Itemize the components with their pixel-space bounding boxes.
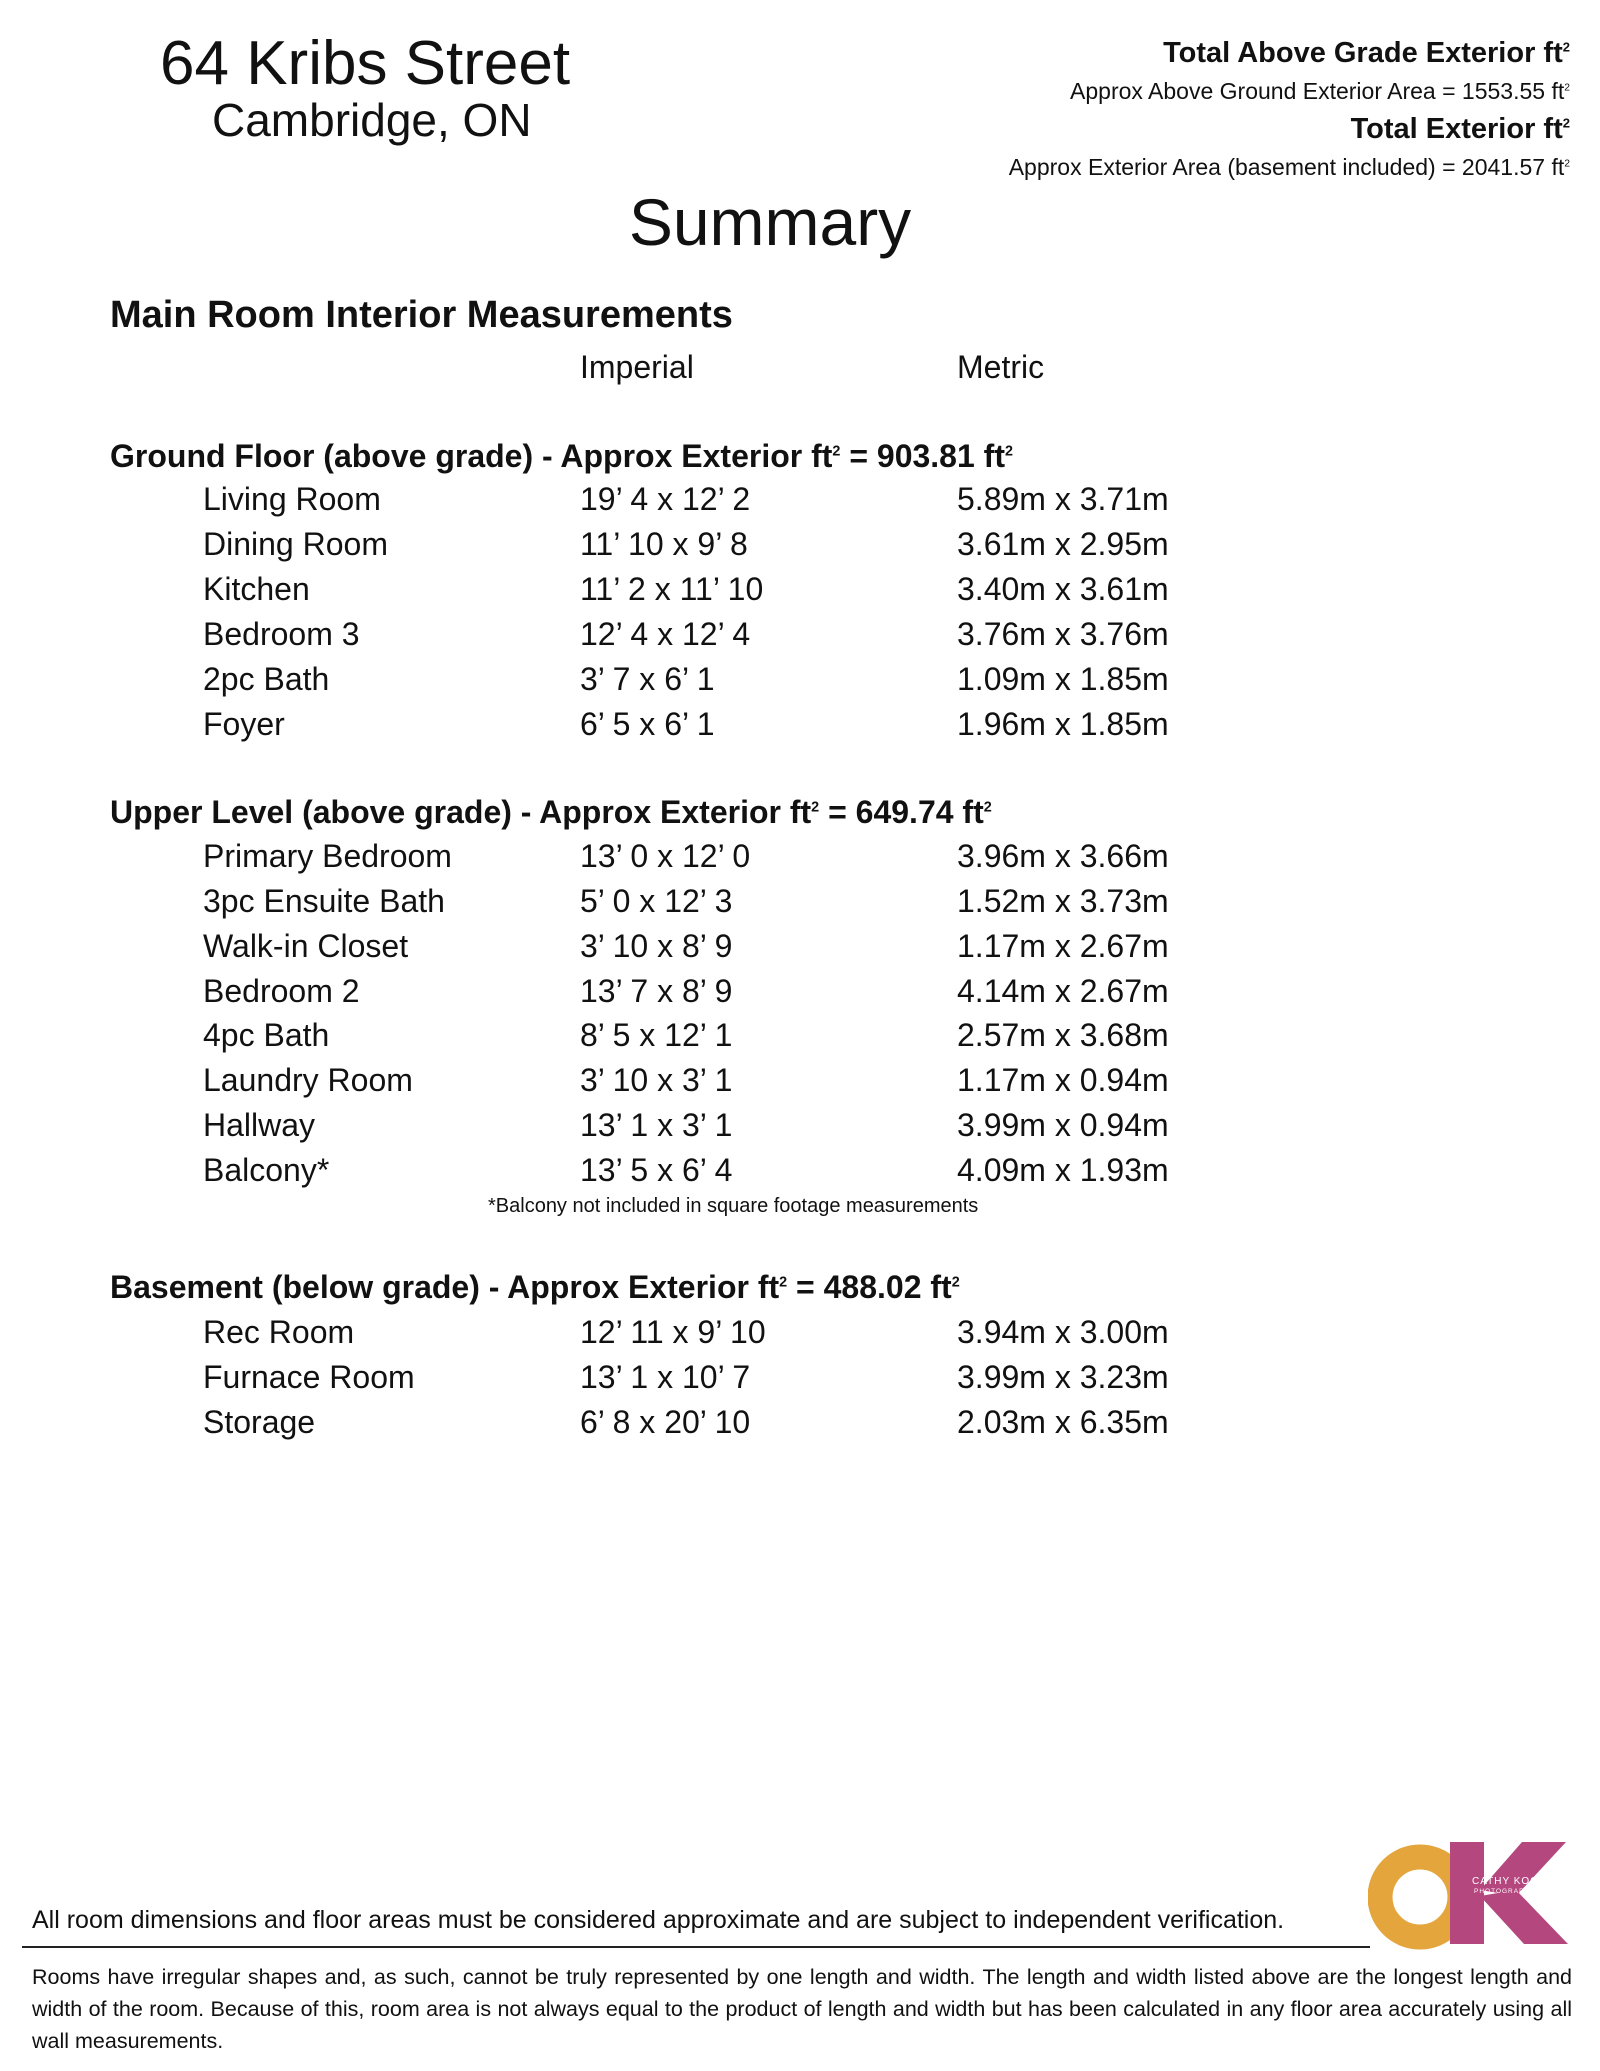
logo-brand-name: CATHY KOOP <box>1472 1876 1547 1887</box>
room-name: 3pc Ensuite Bath <box>203 883 445 919</box>
room-name: 2pc Bath <box>203 661 330 697</box>
room-name: Primary Bedroom <box>203 838 452 874</box>
room-imperial: 12’ 11 x 9’ 10 <box>580 1314 766 1350</box>
room-metric: 1.17m x 0.94m <box>957 1062 1169 1098</box>
room-imperial: 13’ 0 x 12’ 0 <box>580 838 751 874</box>
room-row <box>0 969 1600 1014</box>
room-imperial: 12’ 4 x 12’ 4 <box>580 616 751 652</box>
room-imperial: 5’ 0 x 12’ 3 <box>580 883 733 919</box>
logo-o-letter <box>1380 1857 1460 1937</box>
room-row <box>0 1355 1600 1400</box>
room-metric: 3.61m x 2.95m <box>957 526 1169 562</box>
room-metric: 2.03m x 6.35m <box>957 1404 1169 1440</box>
room-row <box>0 567 1600 612</box>
column-header-metric: Metric <box>957 349 1045 385</box>
room-imperial: 3’ 7 x 6’ 1 <box>580 661 715 697</box>
totals-block <box>870 34 1570 186</box>
room-imperial: 8’ 5 x 12’ 1 <box>580 1017 733 1053</box>
room-metric: 5.89m x 3.71m <box>957 481 1169 517</box>
room-row <box>0 1103 1600 1148</box>
above-grade-area: Approx Above Ground Exterior Area = 1553.55 $ft^2$ <box>1070 78 1570 104</box>
room-row <box>0 657 1600 702</box>
room-name: Balcony* <box>203 1152 330 1188</box>
room-metric: 1.09m x 1.85m <box>957 661 1169 697</box>
room-row <box>0 612 1600 657</box>
room-imperial: 13’ 1 x 3’ 1 <box>580 1107 733 1143</box>
fine-print: Rooms have irregular shapes and, as such, cannot be truly represented by one length and width. The length and width listed above are the longest length and width of the room. Because of this, room area is not always equal to the product of length and width but has been calculated in any floor area accurately using all wall measurements. <box>32 1965 1572 2053</box>
address-street: 64 Kribs Street <box>160 29 571 98</box>
room-name: Hallway <box>203 1107 316 1143</box>
brand-logo <box>1368 1838 1568 1950</box>
floor-heading-basement: Basement (below grade) - Approx Exterior $ft^2 = 488.02$ $ft^2$ <box>110 1269 960 1305</box>
disclaimer: All room dimensions and floor areas must be considered approximate and are subject to independent verification. <box>32 1906 1285 1934</box>
room-name: Laundry Room <box>203 1062 413 1098</box>
room-name: Bedroom 2 <box>203 973 360 1009</box>
room-metric: 3.96m x 3.66m <box>957 838 1169 874</box>
room-metric: 1.96m x 1.85m <box>957 706 1169 742</box>
room-name: Rec Room <box>203 1314 355 1350</box>
room-metric: 3.99m x 3.23m <box>957 1359 1169 1395</box>
floor-heading-ground: Ground Floor (above grade) - Approx Exterior $ft^2 = 903.81$ $ft^2$ <box>110 438 1013 474</box>
room-imperial: 13’ 1 x 10’ 7 <box>580 1359 751 1395</box>
floor-heading-upper: Upper Level (above grade) - Approx Exterior $ft^2 = 649.74$ $ft^2$ <box>110 794 992 830</box>
room-row <box>0 1013 1600 1058</box>
room-row <box>0 834 1600 879</box>
room-metric: 3.76m x 3.76m <box>957 616 1169 652</box>
room-name: Dining Room <box>203 526 388 562</box>
divider <box>22 1946 1370 1948</box>
room-imperial: 3’ 10 x 3’ 1 <box>580 1062 733 1098</box>
room-row <box>0 702 1600 747</box>
balcony-note: *Balcony not included in square footage measurements <box>488 1195 979 1217</box>
room-imperial: 11’ 2 x 11’ 10 <box>580 571 764 607</box>
room-metric: 3.94m x 3.00m <box>957 1314 1169 1350</box>
above-grade-title: Total Above Grade Exterior $ft^2$ <box>1163 37 1570 69</box>
total-exterior-area: Approx Exterior Area (basement included) = 2041.57 $ft^2$ <box>1008 154 1570 180</box>
room-metric: 4.09m x 1.93m <box>957 1152 1169 1188</box>
room-imperial: 3’ 10 x 8’ 9 <box>580 928 733 964</box>
room-imperial: 13’ 5 x 6’ 4 <box>580 1152 733 1188</box>
total-exterior-title: Total Exterior $ft^2$ <box>1350 113 1570 145</box>
logo-brand-subtitle: PHOTOGRAPHY <box>1474 1888 1536 1895</box>
room-imperial: 19’ 4 x 12’ 2 <box>580 481 751 517</box>
room-name: Foyer <box>203 706 285 742</box>
room-name: Walk-in Closet <box>203 928 409 964</box>
room-row <box>0 1058 1600 1103</box>
address-city: Cambridge, ON <box>212 94 532 146</box>
room-imperial: 13’ 7 x 8’ 9 <box>580 973 733 1009</box>
room-row <box>0 879 1600 924</box>
room-row <box>0 477 1600 522</box>
room-metric: 2.57m x 3.68m <box>957 1017 1169 1053</box>
room-name: Living Room <box>203 481 381 517</box>
room-name: Kitchen <box>203 571 310 607</box>
room-metric: 1.52m x 3.73m <box>957 883 1169 919</box>
room-metric: 3.99m x 0.94m <box>957 1107 1169 1143</box>
room-row <box>0 1310 1600 1355</box>
column-header-imperial: Imperial <box>580 349 694 385</box>
room-row <box>0 1400 1600 1445</box>
room-name: Storage <box>203 1404 316 1440</box>
room-metric: 3.40m x 3.61m <box>957 571 1169 607</box>
section-heading: Main Room Interior Measurements <box>110 294 733 336</box>
room-imperial: 11’ 10 x 9’ 8 <box>580 526 748 562</box>
room-row <box>0 522 1600 567</box>
room-name: Furnace Room <box>203 1359 415 1395</box>
room-metric: 4.14m x 2.67m <box>957 973 1169 1009</box>
page-title: Summary <box>628 185 912 259</box>
room-imperial: 6’ 5 x 6’ 1 <box>580 706 715 742</box>
room-metric: 1.17m x 2.67m <box>957 928 1169 964</box>
room-name: Bedroom 3 <box>203 616 360 652</box>
room-row <box>0 1148 1600 1193</box>
room-imperial: 6’ 8 x 20’ 10 <box>580 1404 751 1440</box>
room-name: 4pc Bath <box>203 1017 330 1053</box>
room-row <box>0 924 1600 969</box>
